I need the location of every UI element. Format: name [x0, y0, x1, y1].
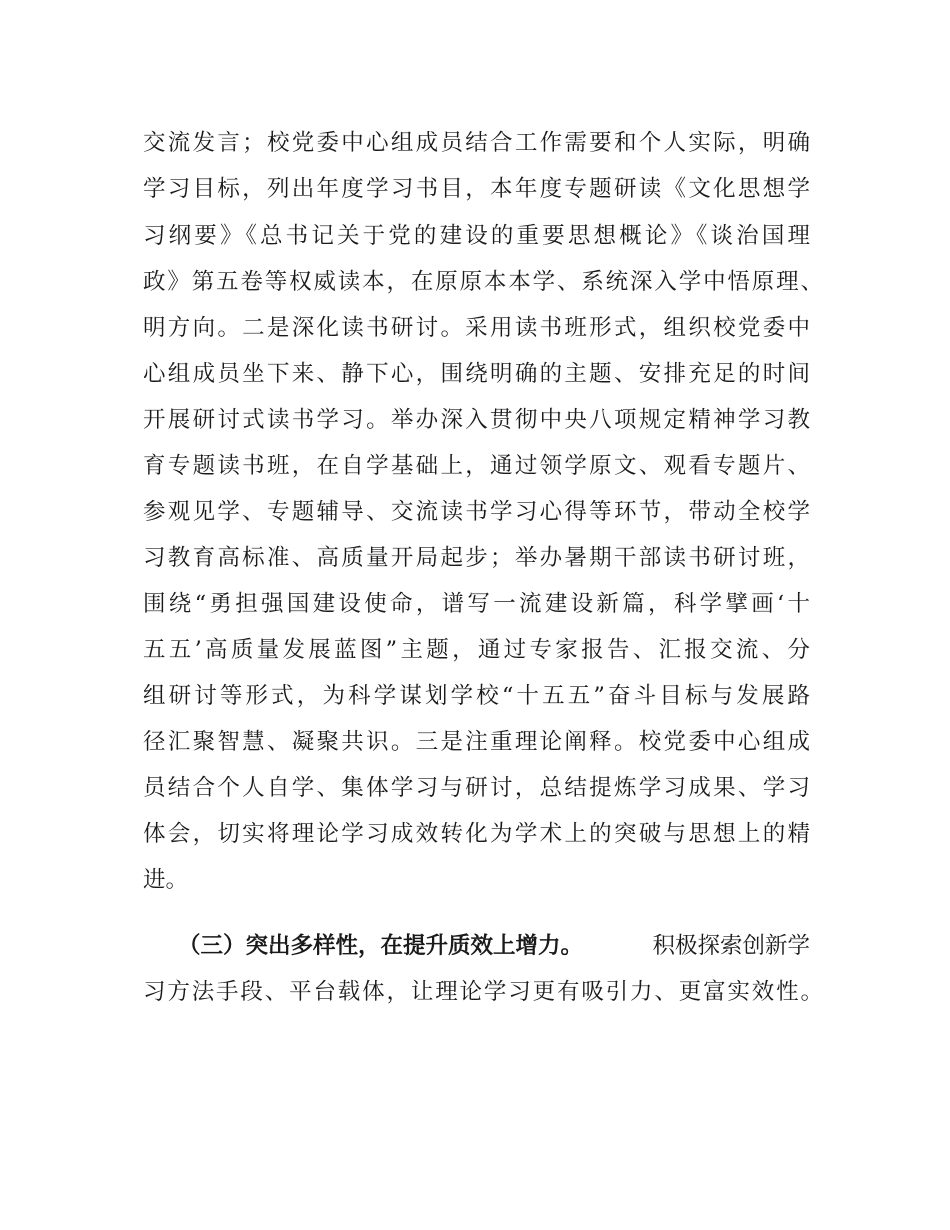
text-line: 习教育高标准、高质量开局起步；举办暑期干部读书研讨班， — [143, 545, 810, 571]
text-line: 习方法手段、平台载体，让理论学习更有吸引力、更富实效性。 — [143, 979, 823, 1005]
text-line: 径汇聚智慧、凝聚共识。三是注重理论阐释。校党委中心组成 — [143, 729, 810, 755]
text-line: 明方向。二是深化读书研讨。采用读书班形式，组织校党委中 — [143, 315, 810, 341]
text-line — [178, 931, 810, 961]
text-line: 参观见学、专题辅导、交流读书学习心得等环节，带动全校学 — [143, 499, 810, 525]
text-run: 积极探索创新学 — [652, 933, 810, 959]
text-line: 习纲要》《总书记关于党的建设的重要思想概论》《谈治国理 — [143, 223, 810, 249]
text-line: 育专题读书班，在自学基础上，通过领学原文、观看专题片、 — [143, 453, 810, 479]
text-line: 开展研讨式读书学习。举办深入贯彻中央八项规定精神学习教 — [143, 407, 810, 433]
text-line: 员结合个人自学、集体学习与研讨，总结提炼学习成果、学习 — [143, 775, 810, 801]
text-line: 政》第五卷等权威读本，在原原本本学、系统深入学中悟原理、 — [143, 269, 823, 295]
text-line: 体会，切实将理论学习成效转化为学术上的突破与思想上的精 — [143, 821, 810, 847]
text-line: 学习目标，列出年度学习书目，本年度专题研读《文化思想学 — [143, 176, 810, 202]
text-line: 心组成员坐下来、静下心，围绕明确的主题、安排充足的时间 — [143, 361, 810, 387]
section-heading: （三）突出多样性，在提升质效上增力。 — [178, 933, 584, 959]
text-line: 五五’高质量发展蓝图”主题，通过专家报告、汇报交流、分 — [143, 637, 810, 663]
text-line: 围绕“勇担强国建设使命，谱写一流建设新篇，科学擘画‘十 — [143, 591, 810, 617]
text-line: 进。 — [143, 867, 189, 893]
text-line: 交流发言；校党委中心组成员结合工作需要和个人实际，明确 — [143, 130, 810, 156]
text-line: 组研讨等形式，为科学谋划学校“十五五”奋斗目标与发展路 — [143, 683, 810, 709]
